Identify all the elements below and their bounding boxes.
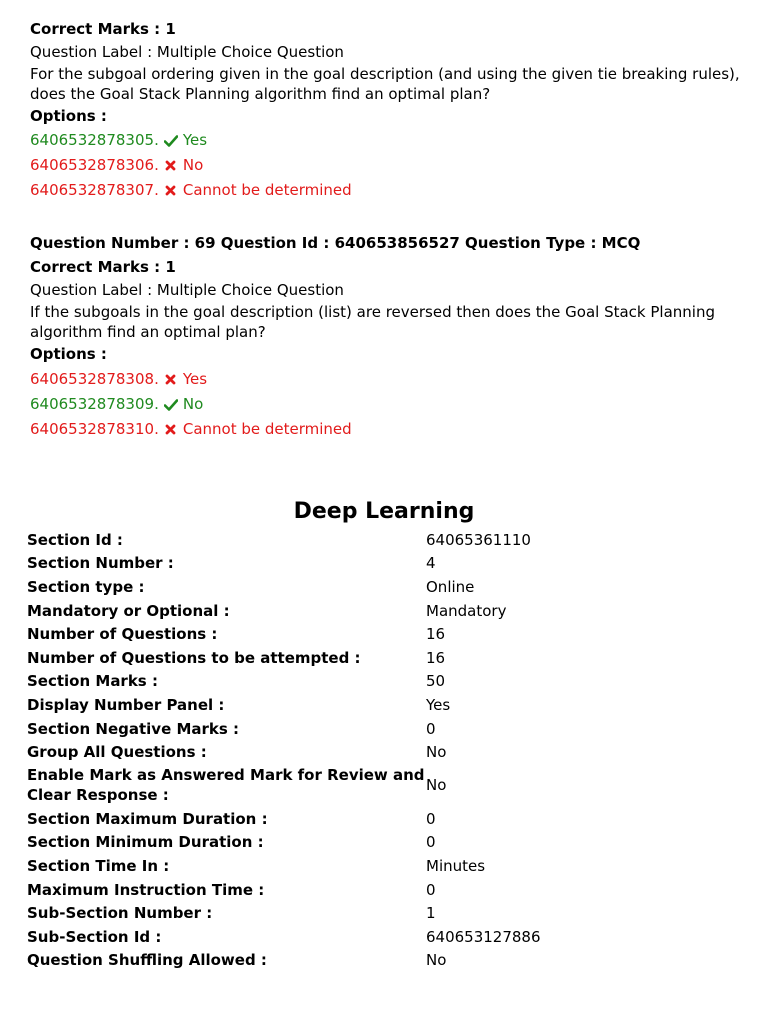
row-value: 50 (426, 672, 446, 691)
correct-marks: Correct Marks : 1 (30, 20, 176, 38)
row-value: 0 (426, 880, 436, 899)
cross-icon (164, 373, 178, 387)
row-key: Section Id : (27, 530, 123, 549)
row-key: Question Shuffling Allowed : (27, 951, 267, 970)
options-label: Options : (30, 345, 107, 363)
row-key: Section Minimum Duration : (27, 833, 264, 852)
table-row (27, 740, 747, 764)
question-text-line: For the subgoal ordering given in the goal description (and using the given tie breaking rules), (30, 65, 740, 83)
row-key: Section Negative Marks : (27, 719, 240, 738)
row-value: 0 (426, 809, 436, 828)
row-key: Sub-Section Number : (27, 904, 213, 923)
row-key: Enable Mark as Answered Mark for Review and Clear Response : (27, 766, 425, 805)
table-row (27, 807, 747, 831)
option-item (30, 153, 740, 178)
table-row (27, 949, 747, 973)
row-value: 16 (426, 648, 446, 667)
cross-icon (164, 159, 178, 173)
row-value: 16 (426, 625, 446, 644)
table-row (27, 901, 747, 925)
row-key: Section Marks : (27, 672, 158, 691)
table-row (27, 646, 747, 670)
table-row (27, 575, 747, 599)
row-key: Section Maximum Duration : (27, 809, 268, 828)
table-row (27, 622, 747, 646)
option-label: No (182, 395, 204, 413)
cross-icon (164, 184, 178, 198)
table-row (27, 878, 747, 902)
row-key: Group All Questions : (27, 743, 207, 762)
row-value: Online (426, 577, 475, 596)
question-header: Question Number : 69 Question Id : 640653856527 Question Type : MCQ (30, 234, 641, 252)
option-number: 6406532878308. (30, 370, 159, 388)
row-key: Display Number Panel : (27, 695, 225, 714)
check-icon (164, 134, 178, 148)
question-69 (30, 231, 740, 442)
question-text-line: does the Goal Stack Planning algorithm find an optimal plan? (30, 85, 491, 103)
row-key: Section Number : (27, 554, 174, 573)
table-row (27, 925, 747, 949)
row-value: 1 (426, 904, 436, 923)
row-value: Minutes (426, 856, 486, 875)
table-row (27, 854, 747, 878)
option-item (30, 392, 740, 417)
question-68 (30, 18, 740, 203)
option-number: 6406532878306. (30, 156, 159, 174)
row-value: No (426, 951, 447, 970)
question-label: Question Label : Multiple Choice Question (30, 281, 344, 299)
row-key: Number of Questions to be attempted : (27, 648, 361, 667)
option-label: Cannot be determined (182, 420, 352, 438)
correct-marks: Correct Marks : 1 (30, 258, 176, 276)
row-value: Mandatory (426, 601, 507, 620)
option-item (30, 417, 740, 442)
table-row (27, 764, 747, 807)
options-list (30, 128, 740, 203)
row-key: Section Time In : (27, 856, 170, 875)
row-key: Number of Questions : (27, 625, 218, 644)
option-label: Cannot be determined (182, 181, 352, 199)
option-label: Yes (182, 131, 208, 149)
row-key: Maximum Instruction Time : (27, 880, 265, 899)
option-number: 6406532878305. (30, 131, 159, 149)
table-row (27, 528, 747, 552)
row-value: 0 (426, 833, 436, 852)
option-number: 6406532878307. (30, 181, 159, 199)
option-item (30, 178, 740, 203)
option-label: No (182, 156, 204, 174)
row-key: Mandatory or Optional : (27, 601, 230, 620)
option-number: 6406532878309. (30, 395, 159, 413)
table-row (27, 831, 747, 855)
option-number: 6406532878310. (30, 420, 159, 438)
table-row (27, 670, 747, 694)
row-key: Sub-Section Id : (27, 927, 162, 946)
row-value: 4 (426, 554, 436, 573)
row-value: 0 (426, 719, 436, 738)
options-label: Options : (30, 107, 107, 125)
section-title: Deep Learning (293, 499, 475, 524)
question-text-line: If the subgoals in the goal description (list) are reversed then does the Goal Stack Planning (30, 303, 715, 321)
section-details-table (27, 528, 747, 972)
option-label: Yes (182, 370, 208, 388)
option-item (30, 128, 740, 153)
check-icon (164, 398, 178, 412)
cross-icon (164, 423, 178, 437)
row-key: Section type : (27, 577, 145, 596)
row-value: 64065361110 (426, 530, 531, 549)
row-value: Yes (426, 695, 451, 714)
question-text-line: algorithm find an optimal plan? (30, 323, 266, 341)
option-item (30, 367, 740, 392)
table-row (27, 693, 747, 717)
options-list (30, 367, 740, 442)
row-value: No (426, 743, 447, 762)
table-row (27, 717, 747, 741)
table-row (27, 552, 747, 576)
question-label: Question Label : Multiple Choice Question (30, 43, 344, 61)
row-value: 640653127886 (426, 927, 541, 946)
table-row (27, 599, 747, 623)
row-value: No (426, 776, 447, 795)
